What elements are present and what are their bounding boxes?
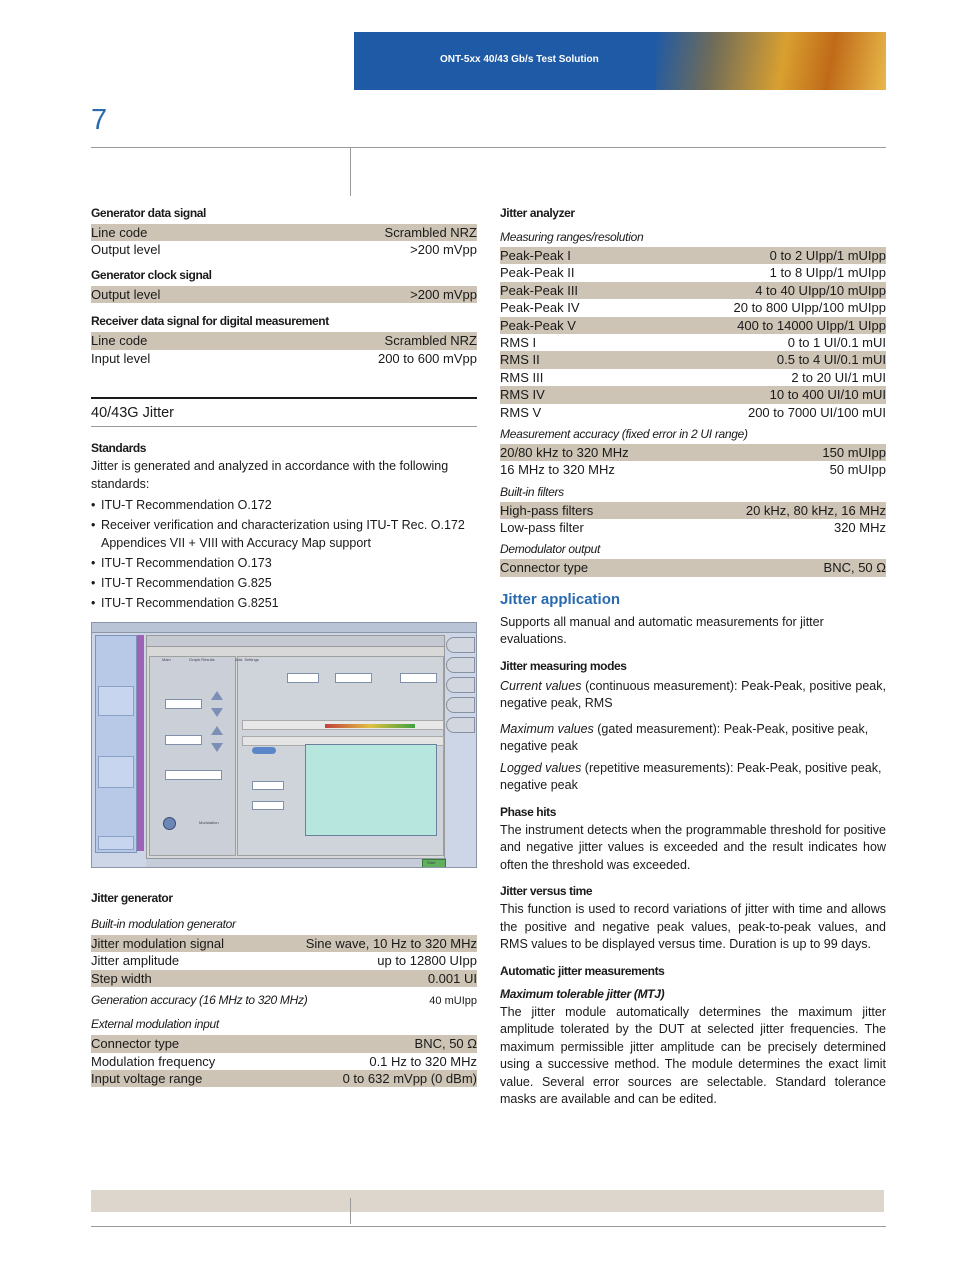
builtin-mod-sub: Built-in modulation generator xyxy=(91,917,236,931)
table-row: Input voltage range 0 to 632 mVpp (0 dBm) xyxy=(91,1070,477,1086)
rx-data-heading: Receiver data signal for digital measurement xyxy=(91,314,329,329)
row-label: Peak-Peak IV xyxy=(500,300,580,316)
screenshot-status-bar xyxy=(146,858,446,868)
row-value: 400 to 14000 UIpp/1 UIpp xyxy=(737,317,886,333)
table-row xyxy=(500,386,886,403)
row-value: 2 to 20 UI/1 mUI xyxy=(791,369,886,385)
jitter-time-text: This function is used to record variations of jitter with time and allows the positive and negative peak values, peak-to-peak values, and RMS values to be displayed versus time. Duration is up to 99 days. xyxy=(500,902,886,952)
list-item: • ITU-T Recommendation O.172 xyxy=(91,497,477,514)
standards-block xyxy=(91,441,477,616)
table-row xyxy=(500,299,886,316)
top-divider xyxy=(91,147,886,148)
gen-data-table xyxy=(91,224,477,259)
row-label: Connector type xyxy=(500,560,589,576)
table-row: Line code Scrambled NRZ xyxy=(91,333,477,349)
jitter-generator-heading: Jitter generator xyxy=(91,891,173,905)
page-number: 7 xyxy=(91,104,108,136)
table-row xyxy=(500,404,886,421)
logged-values-para: Logged values (repetitive measurements): Peak-Peak, positive peak, negative peak xyxy=(500,760,882,793)
builtin-mod-table xyxy=(91,935,477,987)
table-row xyxy=(500,519,886,536)
table-row xyxy=(500,369,886,386)
section-rule xyxy=(91,397,477,399)
row-label: Low-pass filter xyxy=(500,520,584,536)
row-value: BNC, 50 Ω xyxy=(823,560,886,576)
rx-data-table xyxy=(91,332,477,367)
row-label: 20/80 kHz to 320 MHz xyxy=(500,444,629,460)
table-row xyxy=(500,461,886,478)
row-label: RMS II xyxy=(500,352,540,368)
modulation-toggle-icon[interactable] xyxy=(163,817,176,830)
phase-hits-text: The instrument detects when the programmable threshold for positive and negative jitter values is exceeded and the result indicates how often the threshold was exceeded. xyxy=(500,822,886,872)
demod-sub: Demodulator output xyxy=(500,542,600,557)
row-label: 16 MHz to 320 MHz xyxy=(500,462,615,478)
row-value: 1 to 8 UIpp/1 mUIpp xyxy=(769,265,886,281)
row-label: High-pass filters xyxy=(500,502,594,518)
instrument-screenshot xyxy=(91,622,477,868)
row-label: Peak-Peak V xyxy=(500,317,576,333)
footer-column-divider xyxy=(350,1198,351,1224)
screenshot-titlebar xyxy=(92,623,476,633)
mtj-heading: Maximum tolerable jitter (MTJ) xyxy=(500,986,665,1001)
application-intro: Supports all manual and automatic measurements for jitter evaluations. xyxy=(500,614,824,647)
footer-band xyxy=(91,1190,884,1212)
table-row: Line code Scrambled NRZ xyxy=(91,225,477,240)
mtj-text: The jitter module automatically determines the maximum jitter amplitude tolerated by the DUT at selected jitter frequencies. The maximum permissible jitter amplitude can be precisely determined using a successive method. The module determines the exact limit value. Several error sources are selectable. Standard tolerance masks are available and can be edited. xyxy=(500,1004,886,1107)
table-row: Jitter modulation signal Sine wave, 10 Hz to 320 MHz xyxy=(91,936,477,951)
row-value: 20 to 800 UIpp/100 mUIpp xyxy=(733,300,886,316)
external-mod-table xyxy=(91,1035,477,1087)
table-row xyxy=(500,282,886,299)
gen-data-heading: Generator data signal xyxy=(91,206,206,220)
table-row xyxy=(500,444,886,461)
row-value: 0 to 2 UIpp/1 mUIpp xyxy=(769,248,886,263)
row-label: Peak-Peak I xyxy=(500,248,571,263)
row-label: RMS III xyxy=(500,369,544,385)
tab-add-settings[interactable]: Add. Settings xyxy=(235,657,259,662)
top-column-divider xyxy=(350,148,351,196)
table-row: Jitter amplitude up to 12800 UIpp xyxy=(91,953,477,969)
table-row: Step width 0.001 UI xyxy=(91,970,477,986)
screenshot-right-panel xyxy=(446,637,475,853)
row-label: Peak-Peak II xyxy=(500,265,575,281)
filters-table xyxy=(500,502,886,537)
right-column xyxy=(500,206,886,1109)
left-column xyxy=(91,206,477,367)
banner-title: ONT-5xx 40/43 Gb/s Test Solution xyxy=(440,54,599,65)
list-item: • ITU-T Recommendation O.173 xyxy=(91,555,477,572)
filters-sub: Built-in filters xyxy=(500,484,564,499)
gen-clock-table xyxy=(91,286,477,303)
table-row xyxy=(500,247,886,264)
row-value: 200 to 7000 UI/100 mUI xyxy=(747,404,886,420)
table-row: Modulation frequency 0.1 Hz to 320 MHz xyxy=(91,1053,477,1069)
phase-hits-heading: Phase hits xyxy=(500,804,557,819)
row-label: RMS I xyxy=(500,334,537,350)
footer-divider xyxy=(91,1226,886,1227)
list-item: • Receiver verification and characterization using ITU-T Rec. O.172 Appendices VII + VIII with Accuracy Map support xyxy=(91,517,477,552)
table-row xyxy=(500,334,886,351)
standards-heading: Standards xyxy=(91,441,147,455)
analyzer-heading: Jitter analyzer xyxy=(500,206,575,220)
table-row xyxy=(500,559,886,576)
standards-intro: Jitter is generated and analyzed in accordance with the following standards: xyxy=(91,459,449,491)
section-title: 40/43G Jitter xyxy=(91,405,175,421)
jitter-time-heading: Jitter versus time xyxy=(500,884,593,899)
row-label: RMS V xyxy=(500,404,542,420)
row-value: 150 mUIpp xyxy=(822,444,886,460)
results-grid xyxy=(305,744,437,836)
demod-table xyxy=(500,559,886,576)
generation-accuracy-row: Generation accuracy (16 MHz to 320 MHz) 40 mUIpp xyxy=(91,993,477,1008)
row-value: 0.5 to 4 UI/0.1 mUI xyxy=(776,352,886,368)
accuracy-sub: Measurement accuracy (fixed error in 2 UI range) xyxy=(500,426,748,441)
row-value: 50 mUIpp xyxy=(829,462,886,478)
tab-main[interactable]: Main xyxy=(162,657,171,662)
external-mod-sub: External modulation input xyxy=(91,1017,219,1032)
accuracy-table xyxy=(500,444,886,479)
standards-list xyxy=(91,497,477,613)
auto-jitter-heading: Automatic jitter measurements xyxy=(500,963,665,978)
table-row: Input level 200 to 600 mVpp xyxy=(91,350,477,366)
tab-graph-results[interactable]: Graph Results xyxy=(189,657,215,662)
list-item: • ITU-T Recommendation G.825 xyxy=(91,575,477,592)
row-value: 4 to 40 UIpp/10 mUIpp xyxy=(755,282,886,298)
row-label: RMS IV xyxy=(500,387,545,403)
ranges-table xyxy=(500,247,886,421)
start-label: Start xyxy=(427,860,436,865)
list-item: • ITU-T Recommendation G.8251 xyxy=(91,595,477,612)
modulation-label: Modulation xyxy=(199,820,219,825)
table-row: Output level >200 mVpp xyxy=(91,286,477,302)
banner-graphic xyxy=(656,32,886,90)
screenshot-purple-strip xyxy=(137,635,144,851)
table-row: Output level >200 mVpp xyxy=(91,242,477,258)
application-heading: Jitter application xyxy=(500,590,621,608)
table-row: Connector type BNC, 50 Ω xyxy=(91,1036,477,1052)
row-value: 320 MHz xyxy=(833,520,886,536)
header-banner xyxy=(354,32,886,90)
gen-clock-heading: Generator clock signal xyxy=(91,267,212,282)
section-underline xyxy=(91,426,477,427)
table-row xyxy=(500,317,886,334)
ranges-sub: Measuring ranges/resolution xyxy=(500,230,644,244)
jitter-generator-block xyxy=(91,891,477,1087)
modes-heading: Jitter measuring modes xyxy=(500,658,627,673)
table-row xyxy=(500,264,886,281)
table-row xyxy=(500,502,886,519)
screenshot-left-panel xyxy=(95,635,137,853)
run-button[interactable] xyxy=(252,747,276,754)
row-value: 20 kHz, 80 kHz, 16 MHz xyxy=(745,502,886,518)
row-label: Peak-Peak III xyxy=(500,282,579,298)
maximum-values-para: Maximum values (gated measurement): Peak-Peak, positive peak, negative peak xyxy=(500,721,869,754)
row-value: 10 to 400 UI/10 mUI xyxy=(769,387,886,403)
table-row xyxy=(500,351,886,368)
current-values-para: Current values (continuous measurement): Peak-Peak, positive peak, negative peak, RMS xyxy=(500,678,886,711)
row-value: 0 to 1 UI/0.1 mUI xyxy=(787,334,886,350)
